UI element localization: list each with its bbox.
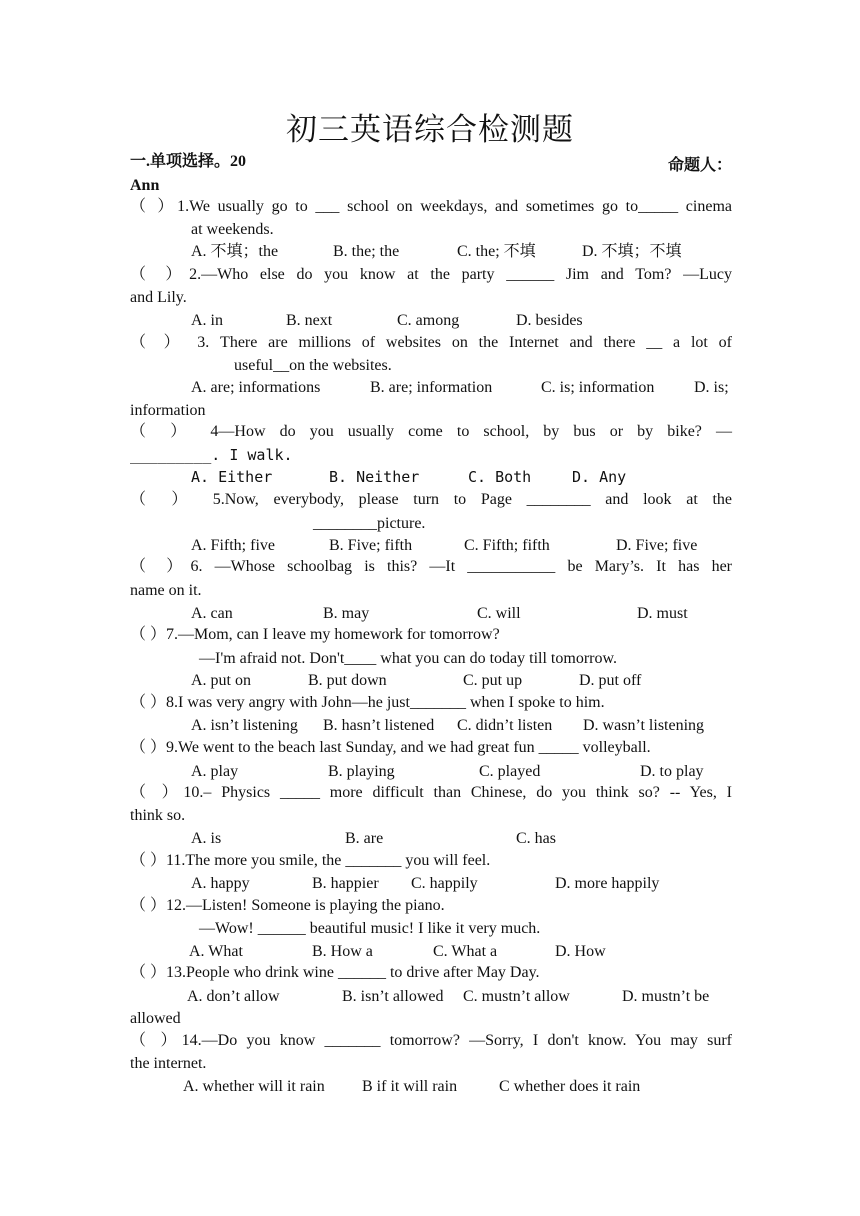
question-1-cont: at weekends. bbox=[191, 221, 274, 238]
question-7-cont: —I'm afraid not. Don't____ what you can do today till tomorrow. bbox=[199, 650, 617, 667]
question-6-cont: name on it. bbox=[130, 582, 202, 599]
question-4: （ ） 4—How do you usually come to school, by bus or by bike? — bbox=[130, 423, 732, 440]
q8-option-b: B. hasn’t listened bbox=[323, 717, 435, 734]
q1-option-a: A. 不填；the bbox=[191, 243, 279, 260]
q5-option-a: A. Fifth; five bbox=[191, 537, 275, 554]
q8-option-d: D. wasn’t listening bbox=[583, 717, 705, 734]
q3-option-d-wrap: information bbox=[130, 402, 206, 419]
q2-option-b: B. next bbox=[286, 312, 333, 329]
question-4-cont: _________. I walk. bbox=[130, 446, 293, 464]
q5-option-b: B. Five; fifth bbox=[329, 537, 413, 554]
q7-option-c: C. put up bbox=[463, 672, 523, 689]
question-3: （ ） 3. There are millions of websites on the Internet and there __ a lot of bbox=[130, 334, 732, 351]
question-2: （ ）2.—Who else do you know at the party ______ Jim and Tom? —Lucy bbox=[130, 266, 732, 283]
q3-option-d: D. is; bbox=[694, 379, 729, 396]
q6-option-b: B. may bbox=[323, 605, 370, 622]
page-title: 初三英语综合检测题 bbox=[286, 112, 574, 148]
q8-option-c: C. didn’t listen bbox=[457, 717, 553, 734]
question-9: （ ）9.We went to the beach last Sunday, and we had great fun _____ volleyball. bbox=[130, 739, 651, 756]
q12-option-c: C. What a bbox=[433, 943, 498, 960]
q3-option-a: A. are; informations bbox=[191, 379, 321, 396]
q8-option-a: A. isn’t listening bbox=[191, 717, 298, 734]
q13-option-d: D. mustn’t be bbox=[622, 988, 710, 1005]
q6-option-a: A. can bbox=[191, 605, 233, 622]
q9-option-b: B. playing bbox=[328, 763, 395, 780]
question-3-cont: useful__on the websites. bbox=[234, 357, 392, 374]
q9-option-d: D. to play bbox=[640, 763, 704, 780]
q14-option-c: C whether does it rain bbox=[499, 1078, 641, 1095]
q11-option-d: D. more happily bbox=[555, 875, 660, 892]
question-13: （ ）13.People who drink wine ______ to drive after May Day. bbox=[130, 964, 540, 981]
question-10: （ ）10.– Physics _____ more difficult than Chinese, do you think so? -- Yes, I bbox=[130, 784, 732, 801]
q9-option-c: C. played bbox=[479, 763, 541, 780]
q3-option-c: C. is; information bbox=[541, 379, 655, 396]
q12-option-d: D. How bbox=[555, 943, 606, 960]
q1-option-c: C. the; 不填 bbox=[457, 243, 536, 260]
q4-option-c: C. Both bbox=[468, 468, 532, 486]
question-11: （ ）11.The more you smile, the _______ you will feel. bbox=[130, 852, 491, 869]
q12-option-a: A. What bbox=[189, 943, 243, 960]
q4-option-a: A. Either bbox=[191, 468, 273, 486]
q5-option-c: C. Fifth; fifth bbox=[464, 537, 550, 554]
q2-option-a: A. in bbox=[191, 312, 223, 329]
question-1: （ ）1.We usually go to ___ school on weekdays, and sometimes go to_____ cinema bbox=[130, 198, 732, 215]
q9-option-a: A. play bbox=[191, 763, 239, 780]
q11-option-b: B. happier bbox=[312, 875, 379, 892]
q10-option-a: A. is bbox=[191, 830, 222, 847]
q5-option-d: D. Five; five bbox=[616, 537, 698, 554]
q11-option-c: C. happily bbox=[411, 875, 478, 892]
author-name: Ann bbox=[130, 177, 160, 194]
q3-option-b: B. are; information bbox=[370, 379, 493, 396]
question-6: （ ）6. —Whose schoolbag is this? —It ___________ be Mary’s. It has her bbox=[130, 558, 732, 575]
q13-option-d-wrap: allowed bbox=[130, 1010, 181, 1027]
question-5-cont: ________picture. bbox=[313, 515, 426, 532]
q10-option-c: C. has bbox=[516, 830, 556, 847]
question-5: （ ） 5.Now, everybody, please turn to Page ________ and look at the bbox=[130, 491, 732, 508]
question-10-cont: think so. bbox=[130, 807, 186, 824]
q6-option-d: D. must bbox=[637, 605, 688, 622]
question-14: （ ）14.—Do you know _______ tomorrow? —Sorry, I don't know. You may surf bbox=[130, 1032, 732, 1049]
question-14-cont: the internet. bbox=[130, 1055, 207, 1072]
q4-option-d: D. Any bbox=[572, 468, 627, 486]
q14-option-a: A. whether will it rain bbox=[183, 1078, 325, 1095]
question-8: （ ）8.I was very angry with John—he just_______ when I spoke to him. bbox=[130, 694, 605, 711]
section-heading: 一.单项选择。20 bbox=[130, 153, 247, 170]
q7-option-b: B. put down bbox=[308, 672, 387, 689]
q11-option-a: A. happy bbox=[191, 875, 250, 892]
q1-option-d: D. 不填；不填 bbox=[582, 243, 682, 260]
q13-option-c: C. mustn’t allow bbox=[463, 988, 570, 1005]
q7-option-a: A. put on bbox=[191, 672, 251, 689]
q1-option-b: B. the; the bbox=[333, 243, 400, 260]
question-2-cont: and Lily. bbox=[130, 289, 187, 306]
q13-option-a: A. don’t allow bbox=[187, 988, 280, 1005]
author-label: 命题人： bbox=[667, 157, 732, 174]
q2-option-d: D. besides bbox=[516, 312, 583, 329]
question-12: （ ）12.—Listen! Someone is playing the piano. bbox=[130, 897, 445, 914]
q13-option-b: B. isn’t allowed bbox=[342, 988, 444, 1005]
q4-option-b: B. Neither bbox=[329, 468, 420, 486]
q2-option-c: C. among bbox=[397, 312, 460, 329]
q6-option-c: C. will bbox=[477, 605, 521, 622]
q7-option-d: D. put off bbox=[579, 672, 642, 689]
question-7: （ ）7.—Mom, can I leave my homework for tomorrow? bbox=[130, 626, 500, 643]
q12-option-b: B. How a bbox=[312, 943, 373, 960]
question-12-cont: —Wow! ______ beautiful music! I like it very much. bbox=[199, 920, 541, 937]
q14-option-b: B if it will rain bbox=[362, 1078, 458, 1095]
q10-option-b: B. are bbox=[345, 830, 384, 847]
